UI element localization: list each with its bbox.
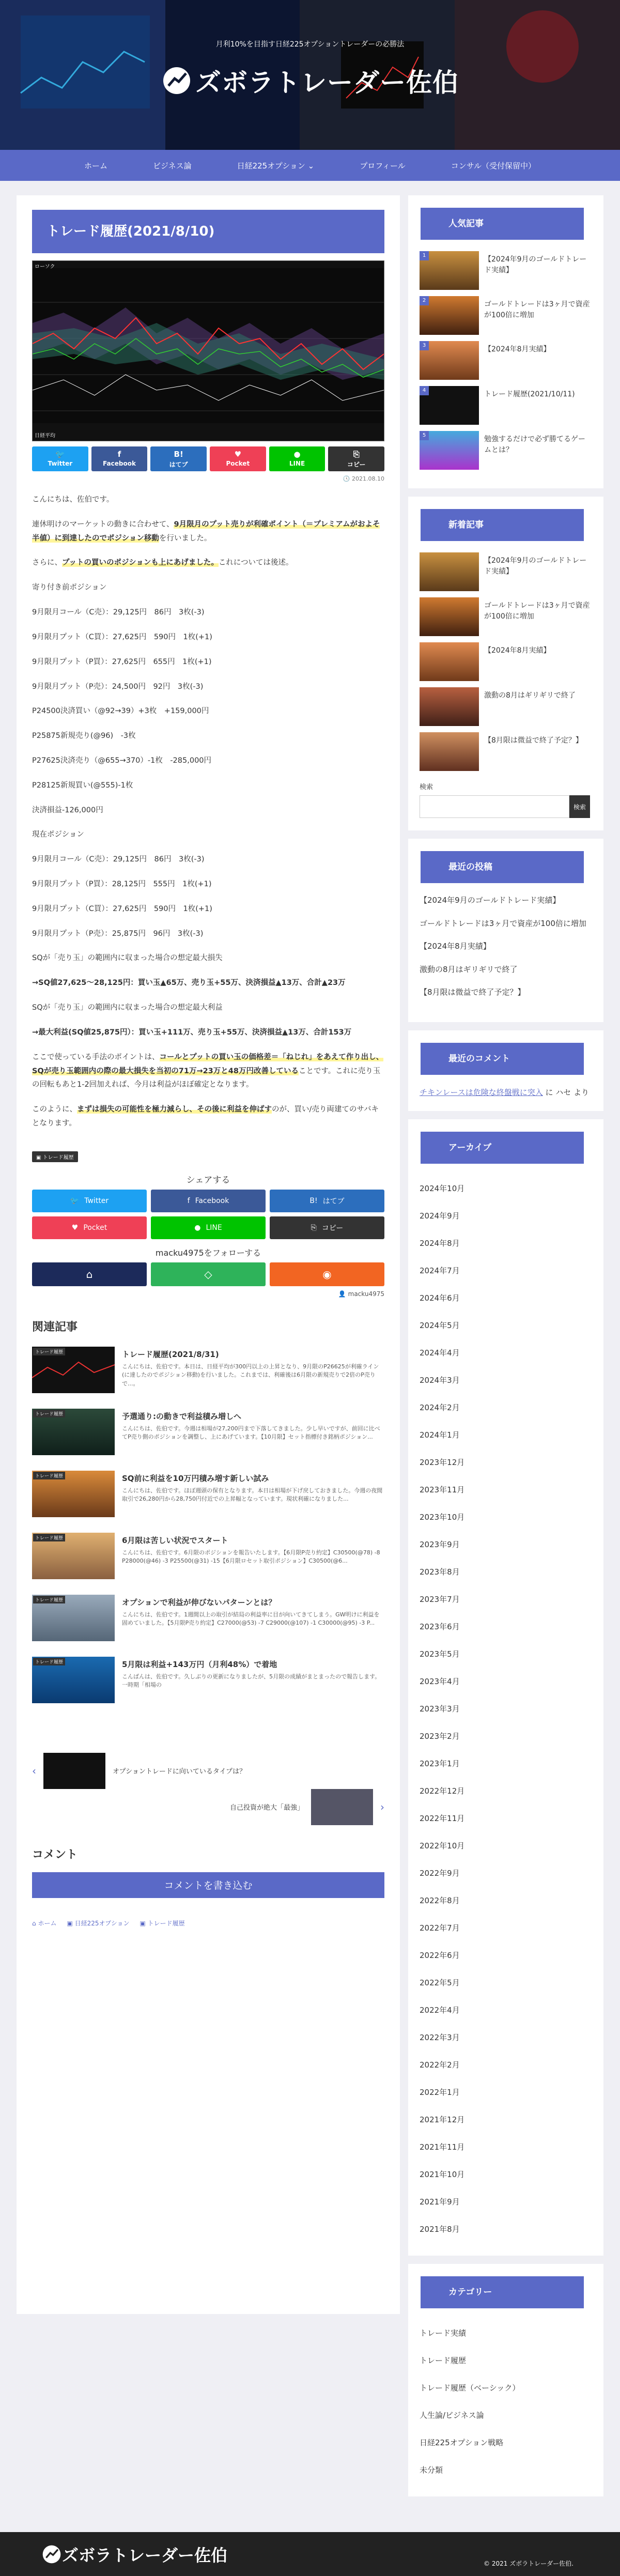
recent-comments-widget	[408, 1030, 603, 1111]
archive-link[interactable]: 2023年10月	[420, 1512, 465, 1522]
folder-icon: ▣	[67, 1919, 73, 1927]
line-icon: ●	[293, 450, 301, 459]
article-title: トレード履歴(2021/8/10)	[32, 210, 384, 253]
share-facebook-big-button[interactable]	[151, 1190, 266, 1212]
rss-icon: ◉	[322, 1268, 332, 1281]
related-excerpt: こんにちは、佐伯です。今週は相場が27,200円まで下落してきました。少し早いですが、前回に比べてP売り側のポジションを調整し、上にあげています。【10月限】セット指標付き銘柄ポジション...	[122, 1425, 380, 1441]
chart-index-label: 日経平均	[35, 433, 55, 439]
position-line: P24500決済買い（@92→39）+3枚 +159,000円	[32, 707, 209, 716]
archive-link[interactable]: 2023年3月	[420, 1704, 460, 1714]
share-copy-big-button[interactable]	[270, 1216, 384, 1239]
recent-link[interactable]: 【2024年9月のゴールドトレード実績】	[420, 896, 561, 905]
popular-title: 人気記事	[428, 208, 584, 240]
position-line: 現在ポジション	[32, 830, 84, 839]
next-post-link[interactable]	[230, 1789, 384, 1825]
related-item[interactable]	[32, 1347, 384, 1396]
new-thumbnail	[420, 597, 479, 636]
share-line-label: LINE	[289, 460, 305, 467]
nav-consul[interactable]: コンサル（受付保留中）	[451, 161, 536, 171]
paragraph	[32, 1051, 384, 1092]
popular-title-text: 【2024年9月のゴールドトレード実績】	[484, 255, 587, 274]
related-category: トレード履歴	[33, 1596, 65, 1603]
category-link[interactable]: トレード履歴（ベーシック）	[420, 2383, 520, 2393]
breadcrumb-history[interactable]	[140, 1919, 184, 1927]
related-excerpt: こんにちは、佐伯です。本日は、日経平均が300円以上の上昇となり、9月限のP26625が利確ライン(に達したのでポジション移動)を行いました。これまでは、利確後は6月限の新規売りで2倍のP売りで...。	[122, 1363, 379, 1387]
new-item[interactable]	[420, 552, 592, 591]
related-title: オプションで利益が伸びないパターンとは？	[122, 1597, 276, 1607]
search-form	[420, 795, 592, 818]
text: を行いました。	[159, 534, 212, 543]
footer-logo-text: ズボラトレーダー佐伯	[62, 2546, 228, 2565]
category-title: カテゴリー	[428, 2276, 584, 2308]
comment-author: に ハセ より	[545, 1087, 590, 1097]
related-item[interactable]	[32, 1409, 384, 1458]
popular-thumbnail	[420, 341, 479, 380]
position-line: 9月限月プット（C買）：27,625円 590円 1枚(+1)	[32, 633, 212, 641]
popular-title-text: 勉強するだけで必ず勝てるゲームとは？	[484, 435, 585, 454]
highlight-text: コールとプットの買い玉の価格差＝「ねじれ」をあえて作り出し、SQが売り玉範囲内の際の最大損失を当初の71万→23万と48万円改善している	[32, 1053, 384, 1075]
popular-item[interactable]	[420, 296, 592, 335]
twitter-icon: 🐦	[55, 450, 65, 459]
share-buttons-top	[32, 446, 384, 471]
archive-link[interactable]: 2021年11月	[420, 2142, 465, 2152]
archive-link[interactable]: 2022年1月	[420, 2087, 460, 2097]
related-item[interactable]	[32, 1471, 384, 1520]
category-link[interactable]: トレード履歴	[420, 2355, 467, 2365]
copy-icon: ⎘	[311, 1223, 317, 1232]
search-label: 検索	[420, 783, 433, 791]
share-hatena-big-button[interactable]	[270, 1190, 384, 1212]
rank-badge: 4	[420, 386, 429, 395]
twitter-icon: 🐦	[70, 1196, 80, 1205]
archive-link[interactable]: 2024年3月	[420, 1375, 460, 1385]
site-tagline: 月利10%を目指す日経225オプショントレーダーの必勝法	[215, 40, 405, 49]
popular-item[interactable]	[420, 341, 592, 380]
related-heading: 関連記事	[32, 1320, 78, 1334]
prev-title: オプショントレードに向いているタイプは？	[113, 1768, 246, 1776]
new-title-text: 【2024年8月実績】	[484, 646, 551, 655]
copyright: © 2021 ズボラトレーダー佐伯.	[484, 2560, 574, 2567]
position-line: 決済損益-126,000円	[32, 806, 103, 814]
archive-link[interactable]: 2024年5月	[420, 1320, 460, 1330]
new-title: 新着記事	[428, 509, 584, 541]
new-item[interactable]	[420, 642, 592, 681]
breadcrumb-label: 日経225オプション	[74, 1919, 130, 1927]
new-title-text: 【2024年9月のゴールドトレード実績】	[484, 557, 587, 576]
share-twitter-label: Twitter	[48, 460, 73, 467]
home-icon: ⌂	[86, 1268, 93, 1281]
follow-feedly-button[interactable]	[151, 1262, 266, 1286]
line-icon: ●	[194, 1223, 201, 1232]
related-category: トレード履歴	[33, 1658, 65, 1665]
popular-thumbnail	[420, 431, 479, 470]
recent-link[interactable]: ゴールドトレードは3ヶ月で資産が100倍に増加	[420, 918, 586, 928]
related-title: 5月限は利益+143万円（月利48%）で着地	[122, 1659, 277, 1669]
category-link[interactable]: 人生論/ビジネス論	[420, 2410, 484, 2420]
popular-item[interactable]	[420, 431, 592, 470]
new-thumbnail	[420, 732, 479, 771]
prev-thumbnail	[43, 1753, 105, 1789]
related-excerpt: こんにちは、佐伯です。ほぼ週頭の保有となります。本日は相場が下げ戻しておきました。今週の夜間取引で26,280円から28,750円付近での上昇幅となっています。現状利確になりました...	[122, 1487, 383, 1503]
prev-post-link[interactable]	[32, 1753, 246, 1789]
archive-link[interactable]: 2021年8月	[420, 2224, 460, 2234]
label: はてブ	[322, 1197, 345, 1206]
archive-link[interactable]: 2023年1月	[420, 1759, 460, 1768]
position-line: 9月限月コール（C売）：29,125円 86円 3枚(-3)	[32, 855, 205, 864]
new-thumbnail	[420, 687, 479, 726]
related-excerpt: こんにちは、佐伯です。1週間以上の取引が結局の利益率に目が向いてきてしまう。GW明けに利益を固めていました。【5月限P売り約定】C27000(@53) -7 C29000(@107) -1 C30000(@95) -3 P...	[122, 1611, 380, 1627]
archive-link[interactable]: 2024年6月	[420, 1293, 460, 1303]
share-line-button[interactable]	[269, 446, 326, 471]
search-input[interactable]	[420, 795, 569, 818]
breadcrumb-options[interactable]	[67, 1919, 129, 1927]
search-button[interactable]: 検索	[569, 795, 590, 818]
share-pocket-button[interactable]	[210, 446, 266, 471]
home-icon: ⌂	[32, 1919, 36, 1927]
related-item[interactable]	[32, 1533, 384, 1582]
popular-widget	[408, 195, 603, 488]
post-date: 🕓 2021.08.10	[343, 475, 384, 482]
archive-link[interactable]: 2022年7月	[420, 1923, 460, 1933]
archive-link[interactable]: 2021年9月	[420, 2197, 460, 2207]
related-title: 予選通り:の動きで利益積み増しへ	[122, 1411, 242, 1421]
user-icon: 👤	[338, 1290, 346, 1298]
related-title: トレード履歴(2021/8/31)	[122, 1349, 219, 1359]
related-thumbnail	[32, 1471, 115, 1517]
archive-title: アーカイブ	[428, 1132, 584, 1164]
rank-badge: 2	[420, 296, 429, 305]
chevron-right-icon: ›	[380, 1800, 384, 1813]
label: Facebook	[195, 1196, 229, 1205]
position-line: P27625決済売り（@655→370）-1枚 -285,000円	[32, 756, 212, 765]
archive-widget	[408, 1119, 603, 2256]
loss-summary: →SQ値27,625〜28,125円：買い玉▲65万、売り玉+55万、決済損益▲13万、合計▲23万	[32, 979, 346, 988]
highlight-text: プットの買いのポジションも上にあげました。	[62, 559, 219, 567]
share-copy-button[interactable]	[328, 446, 384, 471]
nav-profile[interactable]: プロフィール	[360, 161, 406, 171]
site-footer	[0, 2532, 620, 2576]
paragraph	[32, 1103, 384, 1131]
related-thumbnail	[32, 1347, 115, 1393]
paragraph: こんにちは、佐伯です。	[32, 496, 114, 504]
highlight-text: 9月限月のプット売りが利確ポイント（＝プレミアムがおよそ半値）に到達したのでポジション移動	[32, 520, 380, 543]
text: このように、	[32, 1105, 77, 1114]
new-item[interactable]	[420, 732, 592, 771]
popular-thumbnail	[420, 386, 479, 425]
position-line: 9月限月プット（P売）：24,500円 92円 3枚(-3)	[32, 682, 204, 691]
chart-caption: ローソク	[35, 264, 55, 270]
archive-link[interactable]: 2022年8月	[420, 1895, 460, 1905]
site-logo[interactable]	[0, 62, 620, 99]
profit-summary: →最大利益(SQ値25,875円）：買い玉+111万、売り玉+55万、決済損益▲13万、合計153万	[32, 1028, 352, 1037]
archive-link[interactable]: 2024年9月	[420, 1211, 460, 1221]
comment-heading: コメント	[32, 1848, 78, 1861]
text: ことです。これに売り玉の回転もあと1-2回加えれば、今月は利益がほぼ確定となります。	[32, 1067, 381, 1089]
share-facebook-label: Facebook	[103, 460, 136, 467]
archive-link[interactable]: 2023年9月	[420, 1539, 460, 1549]
category-widget	[408, 2264, 603, 2496]
candlestick-chart	[33, 261, 384, 441]
logo-icon	[161, 65, 192, 96]
prev-next-nav	[32, 1748, 384, 1825]
related-excerpt: こんばんは、佐伯です。久しぶりの更新になりましたが、5月限の成績がまとまったので報告します。一時期「相場の	[122, 1673, 381, 1689]
next-thumbnail	[311, 1789, 373, 1825]
related-item[interactable]	[32, 1657, 384, 1706]
position-line: 9月限月コール（C売）：29,125円 86円 3枚(-3)	[32, 608, 205, 617]
archive-link[interactable]: 2023年8月	[420, 1567, 460, 1577]
highlight-text: まずは損失の可能性を極力減らし、その後に利益を伸ばす	[77, 1105, 272, 1114]
related-excerpt: こんにちは、佐伯です。6月限のポジションを報告いたします。【6月限P売り約定】C30500(@78) -8 P28000(@46) -3 P25500(@31) -15【6月限ロセット取引ポジション】C30500(@6...	[122, 1549, 380, 1565]
comment-entry	[420, 1086, 592, 1099]
archive-link[interactable]: 2021年10月	[420, 2169, 465, 2179]
new-thumbnail	[420, 552, 479, 591]
new-thumbnail	[420, 642, 479, 681]
archive-link[interactable]: 2023年6月	[420, 1622, 460, 1631]
archive-list	[420, 1175, 592, 2243]
related-category: トレード履歴	[33, 1348, 65, 1355]
follow-buttons	[32, 1262, 384, 1286]
position-line: SQが「売り玉」の範囲内に収まった場合の想定最大損失	[32, 954, 223, 963]
archive-link[interactable]: 2022年9月	[420, 1868, 460, 1878]
hatena-icon: B!	[174, 450, 183, 459]
archive-link[interactable]: 2024年7月	[420, 1266, 460, 1275]
text: のが、買い/売り両建てのサバキとなります。	[32, 1105, 379, 1128]
popular-item[interactable]	[420, 386, 592, 425]
popular-title-text: 【2024年8月実績】	[484, 345, 551, 353]
next-title: 自己投資が絶大「最強」	[229, 1804, 304, 1812]
breadcrumb	[32, 1919, 384, 1927]
hatena-icon: B!	[309, 1196, 318, 1205]
nav-home[interactable]: ホーム	[84, 161, 108, 171]
text: 連休明けのマーケットの動きに合わせて、	[32, 520, 174, 529]
archive-link[interactable]: 2022年5月	[420, 1978, 460, 1987]
archive-link[interactable]: 2022年12月	[420, 1786, 465, 1796]
archive-link[interactable]: 2024年10月	[420, 1183, 465, 1193]
share-copy-label: コピー	[347, 461, 366, 468]
archive-link[interactable]: 2021年12月	[420, 2115, 465, 2124]
category-link[interactable]: 日経225オプション戦略	[420, 2438, 504, 2447]
popular-item[interactable]	[420, 251, 592, 290]
position-line: P25875新規売り(@96) -3枚	[32, 732, 136, 741]
chevron-left-icon: ‹	[32, 1764, 36, 1777]
related-item[interactable]	[32, 1595, 384, 1644]
folder-icon: ▣	[36, 1154, 41, 1161]
position-line: P28125新規買い(@555)-1枚	[32, 781, 133, 790]
logo-icon	[41, 2544, 62, 2565]
follow-rss-button[interactable]	[270, 1262, 384, 1286]
follow-home-button[interactable]	[32, 1262, 147, 1286]
label: Twitter	[84, 1196, 109, 1205]
archive-link[interactable]: 2022年6月	[420, 1950, 460, 1960]
archive-link[interactable]: 2023年5月	[420, 1649, 460, 1659]
archive-link[interactable]: 2022年4月	[420, 2005, 460, 2015]
archive-link[interactable]: 2023年11月	[420, 1485, 465, 1494]
share-hatena-label: はてブ	[169, 461, 188, 468]
copy-icon: ⎘	[353, 450, 360, 459]
category-tag-label: トレード履歴	[42, 1154, 74, 1161]
new-posts-widget	[408, 497, 603, 830]
share-twitter-button[interactable]	[32, 446, 88, 471]
main-article	[17, 195, 400, 2314]
rank-badge: 3	[420, 341, 429, 350]
share-line-big-button[interactable]	[151, 1216, 266, 1239]
text: さらに、	[32, 559, 62, 567]
pocket-icon: ♥	[71, 1223, 79, 1232]
archive-link[interactable]: 2024年1月	[420, 1430, 460, 1440]
pocket-icon: ♥	[234, 450, 242, 459]
facebook-icon: f	[117, 450, 121, 459]
archive-link[interactable]: 2023年7月	[420, 1594, 460, 1604]
feedly-icon: ◇	[204, 1268, 212, 1281]
position-line: 寄り付き前ポジション	[32, 583, 107, 592]
paragraph	[32, 556, 384, 570]
breadcrumb-home[interactable]	[32, 1919, 56, 1927]
recent-link[interactable]: 激動の8月はギリギリで終了	[420, 964, 518, 974]
popular-thumbnail	[420, 251, 479, 290]
related-category: トレード履歴	[33, 1410, 65, 1417]
nav-business[interactable]: ビジネス論	[153, 161, 192, 171]
category-link[interactable]: トレード実績	[420, 2328, 467, 2338]
follower-label: macku4975	[348, 1290, 384, 1298]
text: これについては後述。	[218, 559, 293, 567]
related-thumbnail	[32, 1657, 115, 1703]
related-thumbnail	[32, 1595, 115, 1641]
recent-link[interactable]: 【2024年8月実績】	[420, 942, 491, 951]
related-category: トレード履歴	[33, 1472, 65, 1479]
position-line: 9月限月プット（P売）：25,875円 96円 3枚(-3)	[32, 929, 204, 938]
share-pocket-big-button[interactable]	[32, 1216, 147, 1239]
recent-list	[420, 894, 592, 998]
popular-title-text: トレード履歴(2021/10/11)	[484, 390, 575, 398]
category-link[interactable]: 未分類	[420, 2465, 443, 2475]
global-nav	[0, 150, 620, 181]
popular-thumbnail	[420, 296, 479, 335]
breadcrumb-label: ホーム	[38, 1919, 57, 1927]
category-list	[420, 2320, 592, 2484]
logo-text: ズボラトレーダー佐伯	[195, 68, 459, 98]
position-line: 9月限月プット（P買）：27,625円 655円 1枚(+1)	[32, 657, 212, 666]
share-pocket-label: Pocket	[226, 460, 250, 467]
archive-link[interactable]: 2022年10月	[420, 1841, 465, 1850]
text: ここで使っている手法のポイントは、	[32, 1053, 160, 1061]
label: LINE	[206, 1223, 222, 1232]
category-tag[interactable]	[32, 1151, 78, 1162]
new-item[interactable]	[420, 687, 592, 726]
follow-caption: macku4975をフォローする	[155, 1247, 261, 1258]
position-line: 9月限月プット（C買）：27,625円 590円 1枚(+1)	[32, 904, 212, 913]
new-title-text: 【8月限は微益で終了予定？】	[484, 736, 583, 745]
recent-title: 最近の投稿	[428, 851, 584, 883]
article-body	[32, 493, 384, 1131]
share-hatena-button[interactable]	[150, 446, 207, 471]
archive-link[interactable]: 2024年4月	[420, 1348, 460, 1358]
archive-link[interactable]: 2023年4月	[420, 1676, 460, 1686]
new-item[interactable]	[420, 597, 592, 636]
archive-link[interactable]: 2024年8月	[420, 1238, 460, 1248]
archive-link[interactable]: 2023年2月	[420, 1731, 460, 1741]
archive-link[interactable]: 2023年12月	[420, 1457, 465, 1467]
article-chart-image	[32, 260, 384, 441]
recent-posts-widget	[408, 839, 603, 1022]
write-comment-button[interactable]: コメントを書き込む	[32, 1872, 384, 1898]
archive-link[interactable]: 2024年2月	[420, 1402, 460, 1412]
label: Pocket	[83, 1223, 107, 1232]
share-buttons-bottom-row2	[32, 1216, 384, 1239]
nav-options-label: 日経225オプション	[237, 161, 305, 171]
archive-link[interactable]: 2022年2月	[420, 2060, 460, 2070]
related-thumbnail	[32, 1409, 115, 1455]
new-title-text: 激動の8月はギリギリで終了	[484, 691, 576, 700]
footer-logo[interactable]	[41, 2542, 227, 2566]
related-thumbnail	[32, 1533, 115, 1579]
label: コピー	[321, 1224, 344, 1232]
rank-badge: 5	[420, 431, 429, 440]
share-twitter-big-button[interactable]	[32, 1190, 147, 1212]
chevron-down-icon: ⌄	[307, 161, 315, 171]
archive-link[interactable]: 2022年11月	[420, 1813, 465, 1823]
folder-icon: ▣	[140, 1919, 146, 1927]
share-caption: シェアする	[186, 1175, 230, 1185]
share-facebook-button[interactable]	[91, 446, 148, 471]
site-header	[0, 0, 620, 150]
comment-post-link[interactable]: チキンレースは危険な終盤戦に突入	[420, 1087, 543, 1097]
sidebar	[408, 195, 603, 2505]
position-line: SQが「売り玉」の範囲内に収まった場合の想定最大利益	[32, 1004, 223, 1012]
follower-link[interactable]	[32, 1290, 384, 1298]
related-category: トレード履歴	[33, 1534, 65, 1541]
post-date-text: 2021.08.10	[352, 475, 384, 482]
share-buttons-bottom-row1	[32, 1190, 384, 1212]
related-list	[32, 1347, 384, 1706]
rank-badge: 1	[420, 251, 429, 260]
related-title: 6月限は苦しい状況でスタート	[122, 1535, 228, 1545]
comments-title: 最近のコメント	[428, 1043, 584, 1075]
new-title-text: ゴールドトレードは3ヶ月で資産が100倍に増加	[484, 601, 590, 621]
facebook-icon: f	[187, 1196, 190, 1205]
recent-link[interactable]: 【8月限は微益で終了予定？】	[420, 988, 525, 997]
archive-link[interactable]: 2022年3月	[420, 2032, 460, 2042]
breadcrumb-label: トレード履歴	[147, 1919, 185, 1927]
nav-options[interactable]	[214, 160, 337, 171]
popular-title-text: ゴールドトレードは3ヶ月で資産が100倍に増加	[484, 300, 590, 319]
paragraph	[32, 518, 384, 546]
position-line: 9月限月プット（P買）：28,125円 555円 1枚(+1)	[32, 880, 212, 888]
related-title: SQ前に利益を10万円積み増す新しい試み	[122, 1473, 269, 1483]
